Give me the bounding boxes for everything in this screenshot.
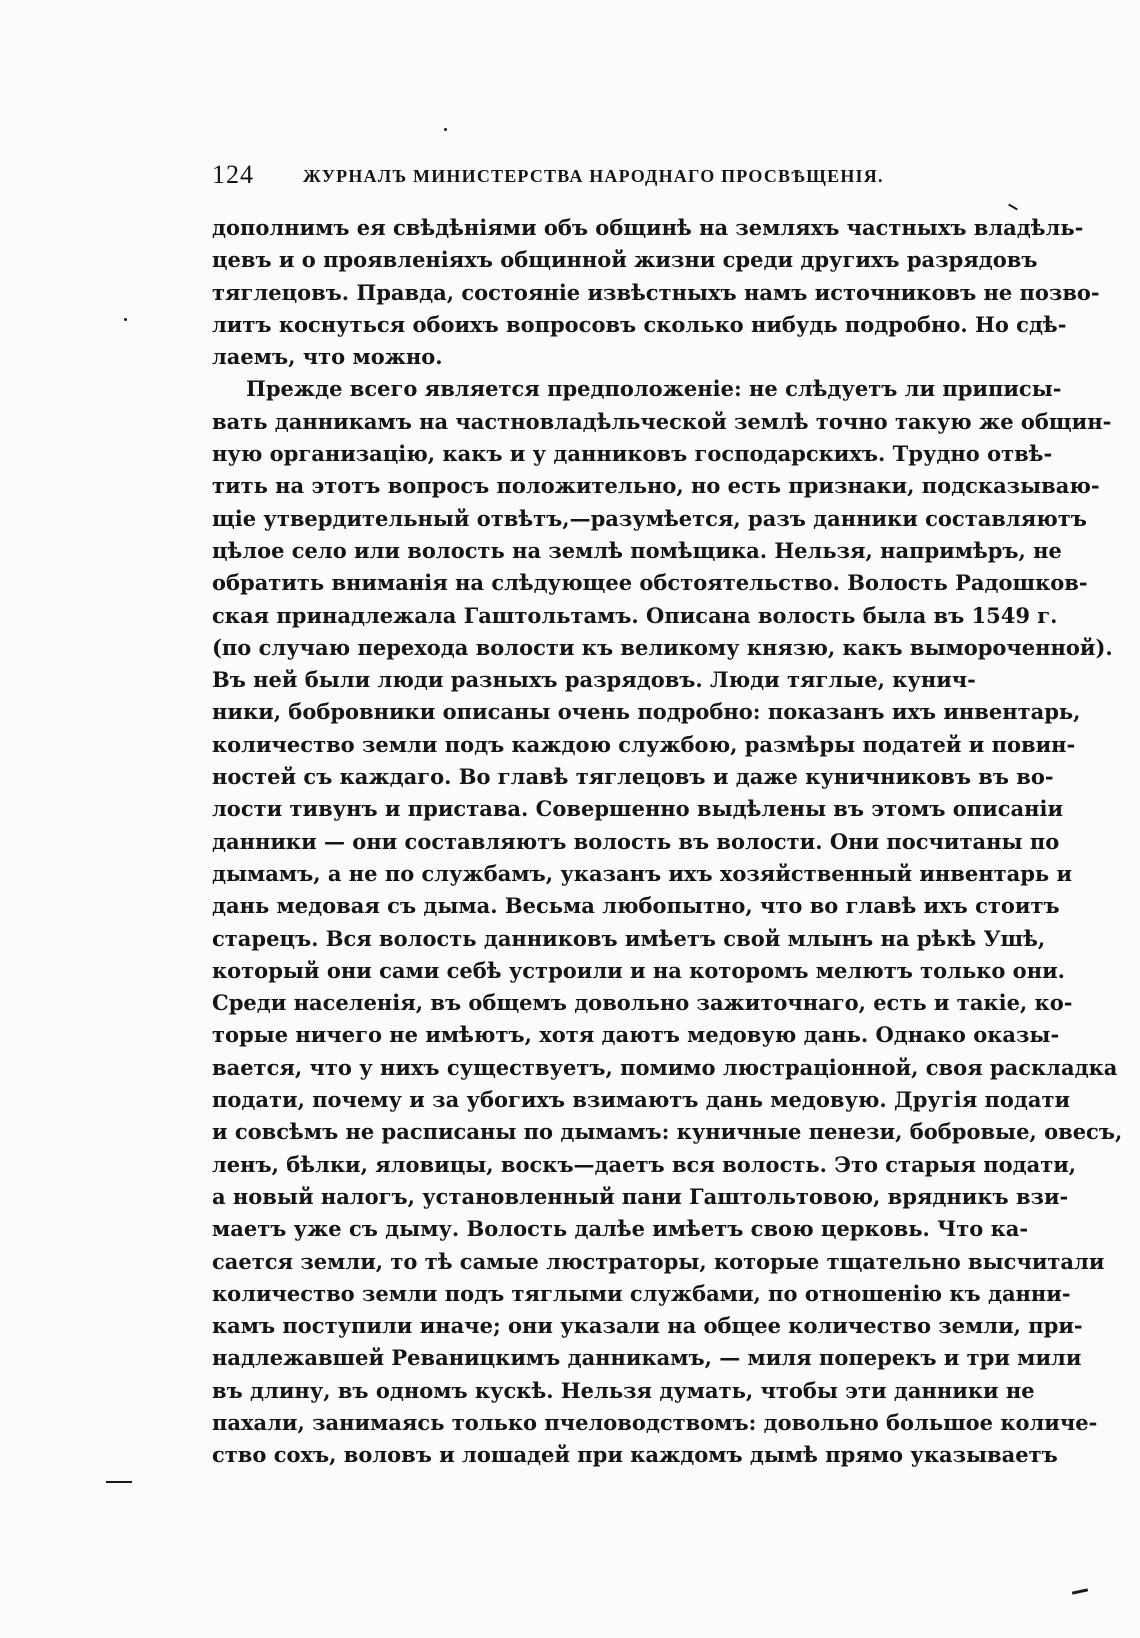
text-line: количество земли подъ каждою службою, размѣры податей и повин-: [212, 731, 1076, 757]
scan-speck: [444, 128, 447, 131]
text-line: щіе утвердительный отвѣтъ,—разумѣется, разъ данники составляютъ: [212, 505, 1087, 531]
text-line: и совсѣмъ не расписаны по дымамъ: куничные пенези, бобровые, овесъ,: [212, 1119, 1123, 1145]
text-line: пахали, занимаясь только пчеловодствомъ: довольно большое количе-: [212, 1409, 1098, 1435]
text-line: старецъ. Вся волость данниковъ имѣетъ свой млынъ на рѣкѣ Ушѣ,: [212, 925, 1046, 951]
scan-mark: [1008, 204, 1018, 211]
text-line: литъ коснуться обоихъ вопросовъ сколько нибудь подробно. Но сдѣ-: [212, 311, 1067, 337]
text-line: лаемъ, что можно.: [212, 344, 443, 370]
text-line: сается земли, то тѣ самые люстраторы, которые тщательно высчитали: [212, 1248, 1105, 1274]
text-line: ностей съ каждаго. Во главѣ тяглецовъ и даже куничниковъ въ во-: [212, 764, 1054, 790]
text-line: въ длину, въ одномъ кускѣ. Нельзя думать, чтобы эти данники не: [212, 1377, 1035, 1403]
text-line: тяглецовъ. Правда, состояніе извѣстныхъ намъ источниковъ не позво-: [212, 279, 1100, 305]
text-line: Въ ней были люди разныхъ разрядовъ. Люди тяглые, кунич-: [212, 667, 976, 693]
text-line: вать данникамъ на частновладѣльческой землѣ точно такую же общин-: [212, 408, 1112, 434]
text-line: вается, что у нихъ существуетъ, помимо люстраціонной, своя раскладка: [212, 1054, 1118, 1080]
text-line: камъ поступили иначе; они указали на общее количество земли, при-: [212, 1313, 1083, 1339]
text-line: ники, бобровники описаны очень подробно: показанъ ихъ инвентарь,: [212, 699, 1081, 725]
scan-mark: [1072, 1588, 1088, 1594]
text-line: ленъ, бѣлки, яловицы, воскъ—даетъ вся волость. Это старыя подати,: [212, 1151, 1077, 1177]
text-line: подати, почему и за убогихъ взимаютъ дань медовую. Другія подати: [212, 1087, 1071, 1113]
text-line: маетъ уже съ дыму. Волость далѣе имѣетъ свою церковь. Что ка-: [212, 1216, 1029, 1242]
text-line: Прежде всего является предположеніе: не слѣдуетъ ли приписы-: [246, 376, 1062, 402]
text-line: торые ничего не имѣютъ, хотя даютъ медовую дань. Однако оказы-: [212, 1022, 1060, 1048]
text-line: который они сами себѣ устроили и на которомъ мелютъ только они.: [212, 957, 1065, 983]
text-line: ская принадлежала Гаштольтамъ. Описана волость была въ 1549 г.: [212, 602, 1058, 628]
scan-mark: [106, 1481, 132, 1483]
text-line: (по случаю перехода волости къ великому князю, какъ вымороченной).: [212, 634, 1113, 660]
text-line: тить на этотъ вопросъ положительно, но есть признаки, подсказываю-: [212, 473, 1100, 499]
text-line: ную организацію, какъ и у данниковъ господарскихъ. Трудно отвѣ-: [212, 441, 1053, 467]
text-line: дымамъ, а не по службамъ, указанъ ихъ хозяйственный инвентарь и: [212, 860, 1073, 886]
text-line: количество земли подъ тяглыми службами, по отношенію къ данни-: [212, 1280, 1071, 1306]
text-line: лости тивунъ и пристава. Совершенно выдѣлены въ этомъ описаніи: [212, 796, 1064, 822]
text-line: Среди населенія, въ общемъ довольно зажиточнаго, есть и такіе, ко-: [212, 990, 1073, 1016]
running-head: ЖУРНАЛЪ МИНИСТЕРСТВА НАРОДНАГО ПРОСВѢЩЕНІЯ.: [303, 166, 884, 186]
text-line: а новый налогъ, установленный пани Гаштольтовою, врядникъ взи-: [212, 1183, 1069, 1209]
text-line: дополнимъ ея свѣдѣніями объ общинѣ на земляхъ частныхъ владѣль-: [212, 215, 1084, 240]
scan-speck: [124, 318, 127, 321]
text-line: надлежавшей Реваницкимъ данникамъ, — миля поперекъ и три мили: [212, 1345, 1082, 1371]
text-line: дань медовая съ дыма. Весьма любопытно, что во главѣ ихъ стоитъ: [212, 893, 1060, 919]
page-number: 124: [212, 160, 254, 189]
text-line: обратить вниманія на слѣдующее обстоятельство. Волость Радошков-: [212, 570, 1088, 596]
text-line: цѣлое село или волость на землѣ помѣщика. Нельзя, напримѣръ, не: [212, 537, 1062, 563]
text-line: ство сохъ, воловъ и лошадей при каждомъ дымѣ прямо указываетъ: [212, 1442, 1058, 1468]
body-text: [212, 212, 1123, 1472]
text-line: цевъ и о проявленіяхъ общинной жизни среди другихъ разрядовъ: [212, 247, 1038, 273]
text-line: данники — они составляютъ волость въ волости. Они посчитаны по: [212, 828, 1060, 854]
